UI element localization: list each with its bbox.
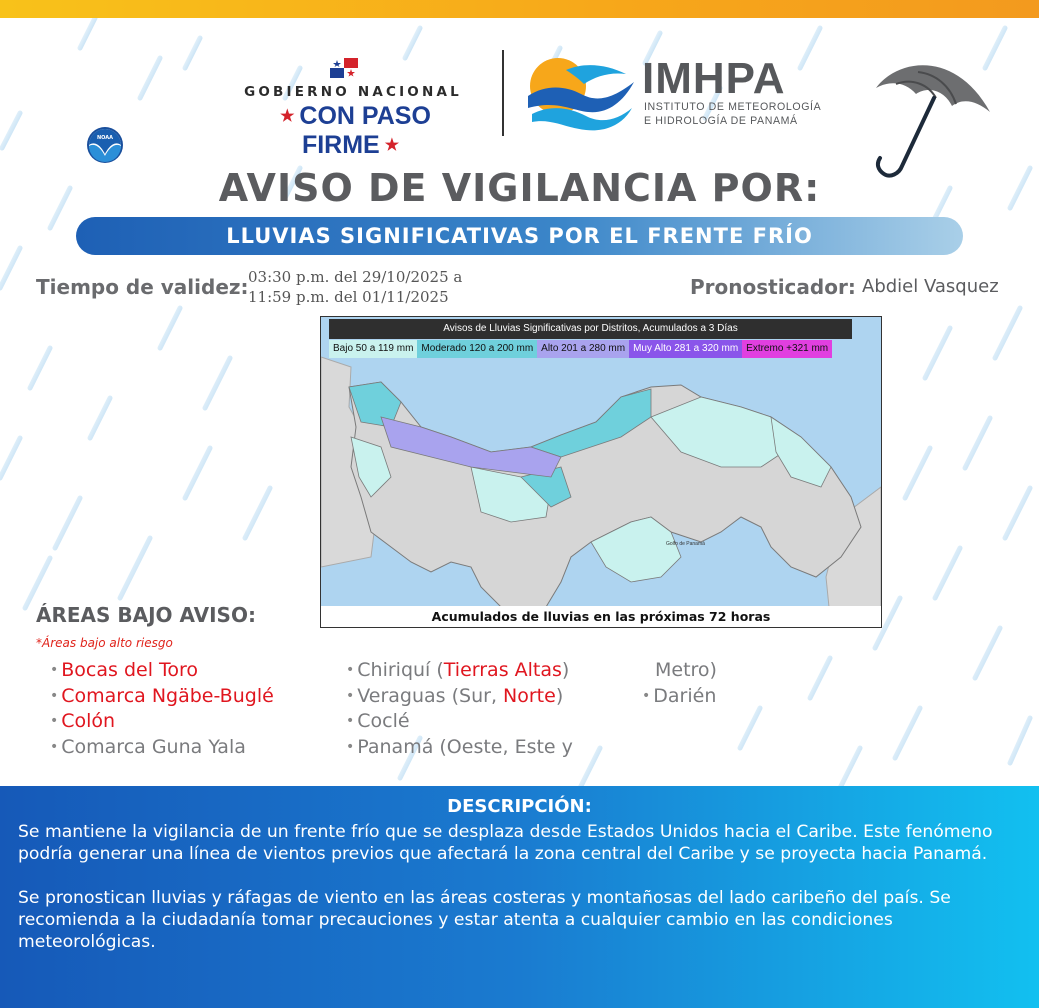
logo-divider <box>502 50 504 136</box>
government-logo <box>222 58 484 159</box>
area-label: Comarca Ngäbe-Buglé <box>61 685 274 707</box>
noaa-logo-icon <box>86 126 124 164</box>
validity-end: 11:59 p.m. del 01/11/2025 <box>248 288 449 306</box>
area-label: Darién <box>653 685 717 707</box>
forecaster-name: Abdiel Vasquez <box>862 276 999 297</box>
noaa-text: NOAA <box>96 135 114 141</box>
legend-muy-alto: Muy Alto 281 a 320 mm <box>629 340 742 358</box>
validity-label: Tiempo de validez: <box>36 275 249 299</box>
area-item-continued <box>655 659 717 681</box>
bullet-icon: • <box>346 662 355 678</box>
top-accent-bar <box>0 0 1039 18</box>
star-icon: ★ <box>280 108 295 125</box>
legend-bajo: Bajo 50 a 119 mm <box>329 340 417 358</box>
area-item <box>50 736 246 758</box>
rainfall-warning-map <box>320 316 882 628</box>
imhpa-logo-icon <box>526 56 636 132</box>
area-item <box>346 659 569 681</box>
areas-note: *Áreas bajo alto riesgo <box>36 636 173 650</box>
area-item <box>346 710 410 732</box>
description-title: DESCRIPCIÓN: <box>447 796 592 817</box>
panama-map-shape <box>321 317 881 627</box>
area-label-high-risk: Norte <box>503 685 556 707</box>
map-caption: Acumulados de lluvias en las próximas 72 horas <box>321 606 881 627</box>
gov-slogan <box>222 102 484 160</box>
area-label: Coclé <box>357 710 410 732</box>
bullet-icon: • <box>346 688 355 704</box>
area-label: Metro) <box>655 659 717 681</box>
imhpa-subtitle-1: INSTITUTO DE METEOROLOGÍA <box>644 101 822 113</box>
area-label-close: ) <box>555 685 564 707</box>
legend-extremo: Extremo +321 mm <box>742 340 832 358</box>
bullet-icon: • <box>642 688 651 704</box>
area-label-close: ) <box>561 659 570 681</box>
bullet-icon: • <box>50 739 59 755</box>
gov-slogan-text: CON PASO FIRME <box>299 102 431 159</box>
gulf-label: Golfo de Panamá <box>666 541 705 547</box>
description-paragraph-1: Se mantiene la vigilancia de un frente frío que se desplaza desde Estados Unidos hacia el Caribe. Este fenómeno podría generar una línea de vientos previos que afectará la zona central del Caribe y se proyecta hacia Panamá. <box>18 822 993 864</box>
area-label: Comarca Guna Yala <box>61 736 246 758</box>
umbrella-icon <box>866 54 996 184</box>
area-item <box>642 685 716 707</box>
area-label: Bocas del Toro <box>61 659 199 681</box>
map-title: Avisos de Lluvias Significativas por Distritos, Acumulados a 3 Días <box>329 319 852 339</box>
subtitle-banner <box>76 217 963 255</box>
bullet-icon: • <box>50 713 59 729</box>
area-item <box>50 685 274 707</box>
page-title: AVISO DE VIGILANCIA POR: <box>218 166 821 210</box>
subtitle-text: LLUVIAS SIGNIFICATIVAS POR EL FRENTE FRÍO <box>226 224 813 248</box>
area-label: Colón <box>61 710 116 732</box>
validity-start: 03:30 p.m. del 29/10/2025 a <box>248 268 463 286</box>
forecaster-label: Pronosticador: <box>690 275 856 299</box>
area-item <box>346 685 563 707</box>
area-item <box>50 659 198 681</box>
gov-name-line: GOBIERNO NACIONAL <box>244 84 462 100</box>
imhpa-name: IMHPA <box>642 54 786 103</box>
area-item <box>346 736 573 758</box>
panama-flag-icon <box>330 58 358 78</box>
area-label: Chiriquí ( <box>357 659 444 681</box>
imhpa-subtitle-2: E HIDROLOGÍA DE PANAMÁ <box>644 115 798 127</box>
bullet-icon: • <box>346 713 355 729</box>
bullet-icon: • <box>50 662 59 678</box>
legend-moderado: Moderado 120 a 200 mm <box>417 340 537 358</box>
description-panel <box>0 786 1039 1008</box>
map-legend <box>329 340 832 358</box>
bullet-icon: • <box>50 688 59 704</box>
area-item <box>50 710 115 732</box>
area-label: Panamá (Oeste, Este y <box>357 736 573 758</box>
description-paragraph-2: Se pronostican lluvias y ráfagas de viento en las áreas costeras y montañosas del lado caribeño del país. Se recomienda a la ciudadanía tomar precauciones y estar atenta a cualquier cambio en las condiciones meteorológicas. <box>18 888 951 952</box>
area-label-high-risk: Tierras Altas <box>443 659 562 681</box>
areas-title: ÁREAS BAJO AVISO: <box>36 603 256 627</box>
area-label: Veraguas (Sur, <box>357 685 504 707</box>
star-icon: ★ <box>384 137 400 154</box>
legend-alto: Alto 201 a 280 mm <box>537 340 629 358</box>
bullet-icon: • <box>346 739 355 755</box>
